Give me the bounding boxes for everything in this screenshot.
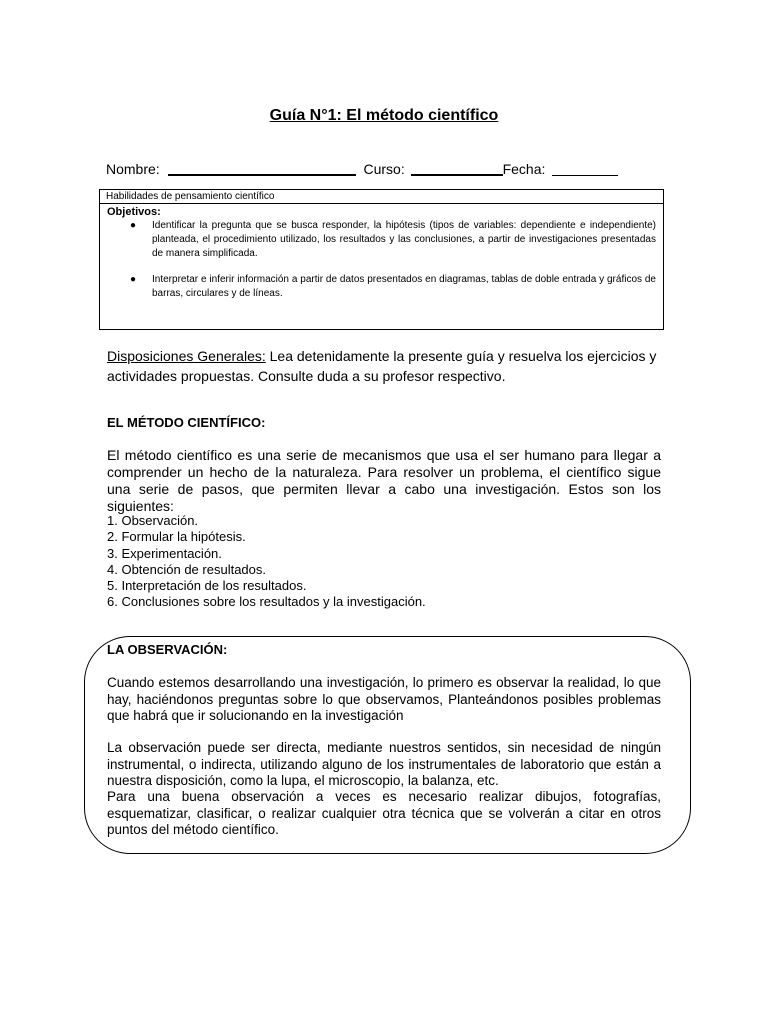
metodo-paragraph: El método científico es una serie de mecanismos que usa el ser humano para llegar a comprender un hecho de la naturaleza. Para resolver un problema, el científico sigue una serie de pasos, que permiten llevar a cabo una investigación. Estos son los siguientes: — [107, 447, 661, 514]
objective-item — [100, 273, 663, 301]
objective-text: Interpretar e inferir información a partir de datos presentados en diagramas, tablas de doble entrada y gráficos de barras, circulares y de líneas. — [152, 274, 656, 299]
student-fields — [106, 160, 618, 177]
step-item: 6. Conclusiones sobre los resultados y la investigación. — [107, 594, 426, 610]
fecha-label: Fecha: — [502, 161, 546, 177]
curso-blank — [411, 160, 503, 176]
steps-list — [107, 513, 426, 611]
objective-text: Identificar la pregunta que se busca responder, la hipótesis (tipos de variables: dependiente e independiente) planteada, el procedimiento utilizado, los resultados y las conclusiones, a partir de investigaciones presentadas de manera simplificada. — [152, 220, 656, 259]
bullet-icon: ● — [130, 220, 137, 231]
bullet-icon: ● — [130, 274, 137, 285]
step-item: 2. Formular la hipótesis. — [107, 529, 246, 545]
disposiciones-text: Lea detenidamente la presente guía y resuelva los ejercicios y actividades propuestas. Consulte duda a su profesor respectivo. — [107, 348, 657, 384]
disposiciones-label: Disposiciones Generales: — [107, 348, 266, 364]
step-item: 1. Observación. — [107, 513, 199, 528]
objectives-title: Objetivos: — [107, 206, 161, 218]
page-title: Guía N°1: El método científico — [269, 107, 499, 124]
objectives-list — [100, 219, 663, 301]
step-item: 4. Obtención de resultados. — [107, 561, 266, 577]
disposiciones-generales — [107, 346, 667, 386]
observacion-paragraph-1: Cuando estemos desarrollando una investigación, lo primero es observar la realidad, lo que hay, haciéndonos preguntas sobre lo que observamos, Planteándonos posibles problemas que habrá que ir solucionando en la investigación — [107, 675, 661, 723]
metodo-heading: EL MÉTODO CIENTÍFICO: — [107, 415, 266, 430]
skills-box — [99, 189, 664, 330]
objective-item — [100, 219, 663, 261]
nombre-label: Nombre: — [106, 161, 160, 177]
fecha-blank — [552, 161, 618, 176]
observacion-paragraph-2: La observación puede ser directa, mediante nuestros sentidos, sin necesidad de ningún instrumental, o indirecta, utilizando alguno de los instrumentales de laboratorio que están a nuestra disposición, como la lupa, el microscopio, la balanza, etc. — [107, 740, 661, 788]
observacion-paragraph-3: Para una buena observación a veces es necesario realizar dibujos, fotografías, esquematizar, clasificar, o realizar cualquier otra técnica que se volverán a citar en otros puntos del método científico. — [107, 789, 661, 837]
step-item: 3. Experimentación. — [107, 545, 222, 561]
nombre-blank — [168, 160, 356, 176]
curso-label: Curso: — [363, 161, 405, 177]
step-item: 5. Interpretación de los resultados. — [107, 578, 307, 594]
observacion-heading: LA OBSERVACIÓN: — [107, 642, 228, 657]
skills-header: Habilidades de pensamiento científico — [100, 190, 663, 204]
